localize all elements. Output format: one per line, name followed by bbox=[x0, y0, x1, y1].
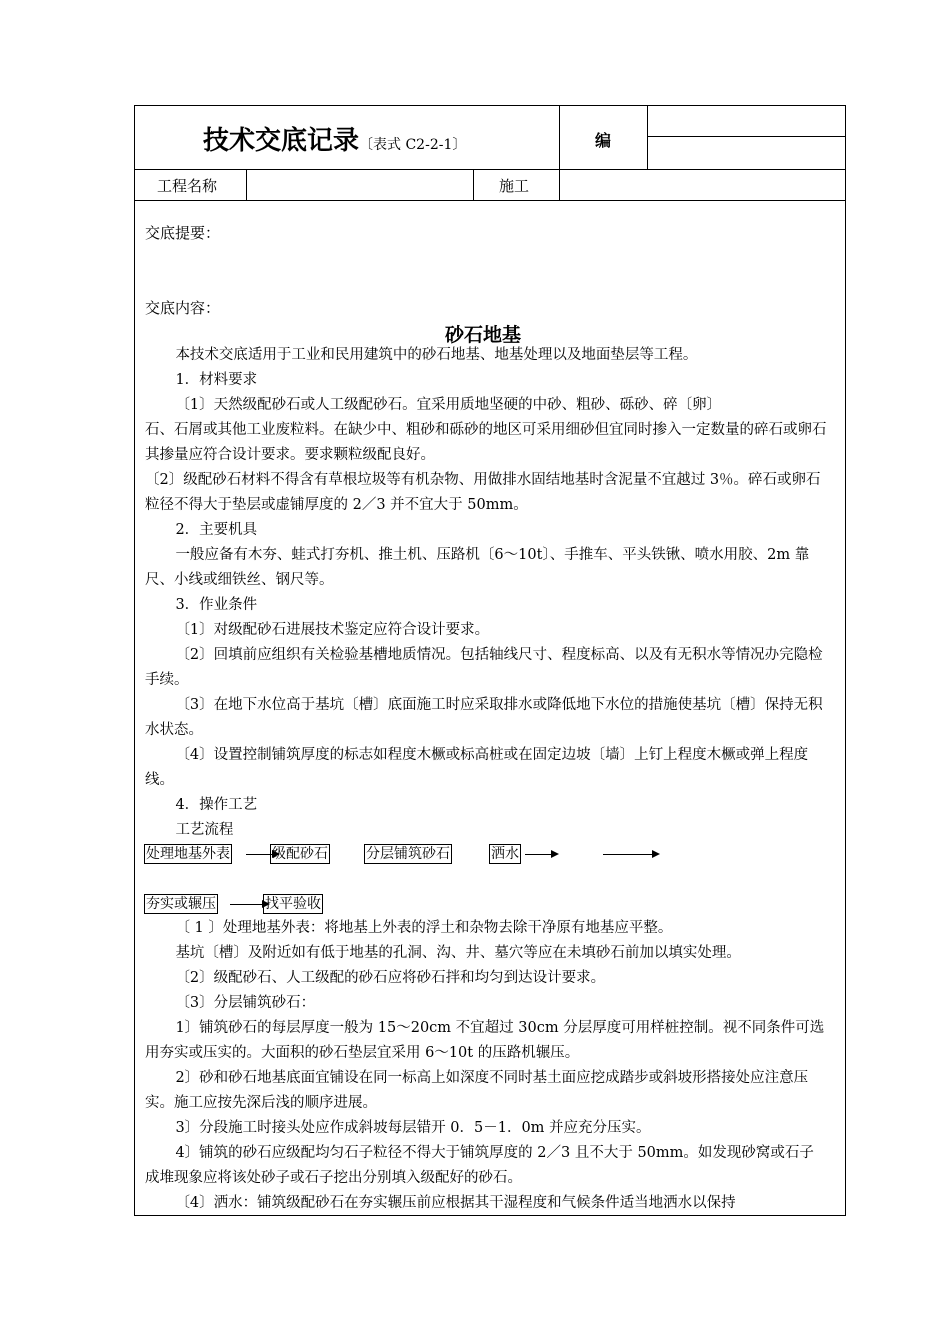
flow-step-2: 级配砂石 bbox=[272, 846, 328, 862]
paragraph: 4〕铺筑的砂石应级配均匀石子粒径不得大于铺筑厚度的 2／3 且不大于 50mm。如发现砂窝或石子成堆现象应将该处砂子或石子挖出分别填入级配好的砂石。 bbox=[145, 1145, 814, 1186]
table-vline-bian bbox=[647, 105, 648, 169]
paragraph: 〔2〕回填前应组织有关检验基槽地质情况。包括轴线尺寸、程度标高、以及有无积水等情况办完隐检手续。 bbox=[145, 647, 823, 688]
paragraph: 〔 1 〕处理地基外表：将地基上外表的浮土和杂物去除干净原有地基应平整。 bbox=[175, 920, 673, 936]
paragraph: 〔1〕天然级配砂石或人工级配砂石。宜采用质地坚硬的中砂、粗砂、砾砂、碎〔卵〕 bbox=[175, 397, 722, 413]
section-heading: 1．材料要求 bbox=[175, 372, 258, 388]
document-title: 砂石地基 bbox=[445, 324, 522, 346]
flow-arrow-3 bbox=[603, 854, 658, 855]
bian-value-top bbox=[652, 110, 842, 132]
table-divider-bian bbox=[647, 136, 846, 137]
paragraph: 3〕分段施工时接头处应作成斜坡每层错开 0．5－1．0m 并应充分压实。 bbox=[175, 1120, 651, 1136]
project-name-label: 工程名称 bbox=[157, 177, 218, 195]
table-divider-project-row bbox=[134, 200, 846, 201]
flow-caption: 工艺流程 bbox=[175, 822, 234, 838]
flow-step-4: 洒水 bbox=[491, 846, 519, 862]
paragraph: 1〕铺筑砂石的每层厚度一般为 15～20cm 不宜超过 30cm 分层厚度可用样桩控制。视不同条件可选用夯实或压实的。大面积的砂石垫层宜采用 6～10t 的压路机辗压。 bbox=[145, 1020, 825, 1061]
table-vline-title bbox=[559, 105, 560, 200]
table-vline-project-value bbox=[473, 169, 474, 200]
section-heading: 3．作业条件 bbox=[175, 597, 258, 613]
paragraph: 一般应备有木夯、蛙式打夯机、推土机、压路机〔6～10t〕、手推车、平头铁锹、喷水用胶、2m 靠尺、小线或细铁丝、钢尺等。 bbox=[145, 547, 810, 588]
paragraph: 基坑〔槽〕及附近如有低于地基的孔洞、沟、井、墓穴等应在未填砂石前加以填实处理。 bbox=[175, 945, 741, 961]
construction-label: 施工 bbox=[499, 177, 530, 195]
section-heading: 2．主要机具 bbox=[175, 522, 258, 538]
paragraph: 〔4〕洒水：铺筑级配砂石在夯实辗压前应根据其干湿程度和气候条件适当地洒水以保持 bbox=[175, 1195, 736, 1211]
content-body-2 bbox=[145, 916, 828, 1216]
flow-arrow-2 bbox=[525, 854, 557, 855]
bian-value-bottom bbox=[652, 140, 842, 164]
content-label: 交底内容： bbox=[145, 299, 221, 317]
header-title-group bbox=[203, 120, 466, 157]
bian-label: 编 bbox=[595, 131, 612, 150]
page-title: 技术交底记录 bbox=[203, 126, 360, 156]
paragraph: 〔2〕级配砂石、人工级配的砂石应将砂石拌和均匀到达设计要求。 bbox=[175, 970, 606, 986]
paragraph: 〔3〕分层铺筑砂石： bbox=[175, 995, 316, 1011]
flow-step-6: 找平验收 bbox=[265, 896, 321, 912]
summary-label: 交底提要： bbox=[145, 224, 221, 242]
paragraph: 〔2〕级配砂石材料不得含有草根垃圾等有机杂物、用做排水固结地基时含泥量不宜越过 3％。碎石或卵石粒径不得大于垫层或虚铺厚度的 2／3 并不宜大于 50mm。 bbox=[145, 472, 821, 513]
paragraph: 石、石屑或其他工业废粒料。在缺少中、粗砂和砾砂的地区可采用细砂但宜同时掺入一定数量的碎石或卵石其掺量应符合设计要求。要求颗粒级配良好。 bbox=[145, 422, 827, 463]
flow-step-3: 分层铺筑砂石 bbox=[366, 846, 450, 862]
flow-step-1: 处理地基外表 bbox=[146, 846, 230, 862]
form-code: 〔表式 C2-2-1〕 bbox=[359, 137, 467, 153]
paragraph: 〔1〕对级配砂石进展技术鉴定应符合设计要求。 bbox=[175, 622, 490, 638]
paragraph: 本技术交底适用于工业和民用建筑中的砂石地基、地基处理以及地面垫层等工程。 bbox=[175, 347, 698, 363]
paragraph: 2〕砂和砂石地基底面宜铺设在同一标高上如深度不同时基土面应挖成踏步或斜坡形搭接处应注意压实。施工应按先深后浅的顺序进展。 bbox=[145, 1070, 809, 1111]
paragraph: 〔3〕在地下水位高于基坑〔槽〕底面施工时应采取排水或降低地下水位的措施使基坑〔槽〕保持无积水状态。 bbox=[145, 697, 823, 738]
paragraph: 〔4〕设置控制铺筑厚度的标志如程度木橛或标高桩或在固定边坡〔墙〕上钉上程度木橛或弹上程度线。 bbox=[145, 747, 809, 788]
section-heading: 4．操作工艺 bbox=[175, 797, 258, 813]
table-vline-project-name bbox=[246, 169, 247, 200]
table-divider-header bbox=[134, 169, 846, 170]
content-body-1 bbox=[145, 343, 828, 843]
flow-step-5: 夯实或辗压 bbox=[146, 896, 216, 912]
